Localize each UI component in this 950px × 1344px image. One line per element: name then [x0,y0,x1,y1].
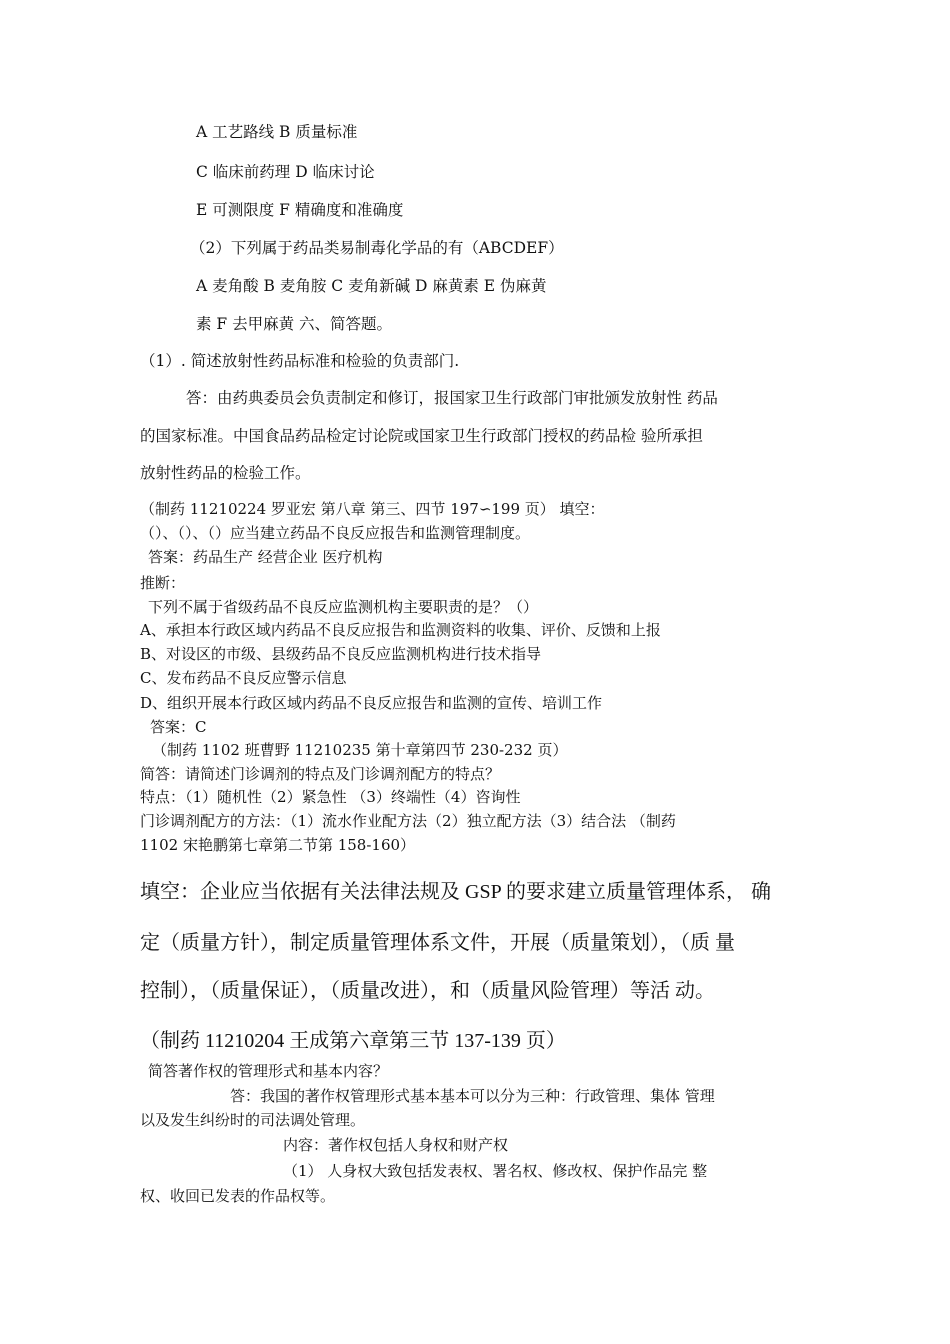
fill-blank-line: 控制），（质量保证），（质量改进），和（质量风险管理）等活 动。 [140,980,715,1002]
question-line: 简答著作权的管理形式和基本内容？ [148,1062,389,1080]
citation-line: （制药 11210224 罗亚宏 第八章 第三、四节 197∽199 页） 填空： [140,500,605,518]
content-line: （1） 人身权大致包括发表权、署名权、修改权、保护作品完 整 [283,1162,708,1180]
fill-blank-line: 定（质量方针），制定质量管理体系文件，开展（质量策划），（质 量 [140,932,735,954]
citation-line: （制药 11210204 王成第六章第三节 137-139 页） [140,1030,566,1052]
option-line-cd: C 临床前药理 D 临床讨论 [196,163,375,181]
question-line: 下列不属于省级药品不良反应监测机构主要职责的是？（） [148,598,539,616]
question-line: 简答：请简述门诊调剂的特点及门诊调剂配方的特点？ [140,765,501,783]
answer-line: 答案：药品生产 经营企业 医疗机构 [148,548,383,566]
answer-line: 特点：（1）随机性（2）紧急性 （3）终端性（4）咨询性 [140,788,521,806]
answer-line: 答案：C [150,718,207,736]
question-line: （1）. 简述放射性药品标准和检验的负责部门. [140,352,460,370]
option-line-ab: A 工艺路线 B 质量标准 [196,123,358,141]
option-line: C、发布药品不良反应警示信息 [140,669,347,687]
heading-line: 推断： [140,574,186,592]
content-line: 内容：著作权包括人身权和财产权 [283,1136,509,1154]
option-line: D、组织开展本行政区域内药品不良反应报告和监测的宣传、培训工作 [140,694,603,712]
answer-line: 放射性药品的检验工作。 [140,464,311,482]
fill-blank-line: 填空：企业应当依据有关法律法规及 GSP 的要求建立质量管理体系， 确 [140,881,771,903]
answer-line: 门诊调剂配方的方法：（1）流水作业配方法（2）独立配方法（3）结合法 （制药 [140,812,676,830]
option-line: 素 F 去甲麻黄 六、简答题。 [196,315,393,333]
content-line: 权、收回已发表的作品权等。 [140,1187,336,1205]
citation-line: 1102 宋艳鹏第七章第二节第 158-160） [140,836,416,854]
option-line: A 麦角酸 B 麦角胺 C 麦角新碱 D 麻黄素 E 伪麻黄 [196,277,547,295]
question-line: （2）下列属于药品类易制毒化学品的有（ABCDEF） [190,239,564,257]
answer-line: 的国家标准。中国食品药品检定讨论院或国家卫生行政部门授权的药品检 验所承担 [140,427,703,445]
option-line: B、对设区的市级、县级药品不良反应监测机构进行技术指导 [140,645,542,663]
option-line: A、承担本行政区域内药品不良反应报告和监测资料的收集、评价、反馈和上报 [140,621,661,639]
answer-line: 以及发生纠纷时的司法调处管理。 [140,1111,366,1129]
citation-line: （制药 1102 班曹野 11210235 第十章第四节 230-232 页） [152,741,568,759]
answer-line: 答：我国的著作权管理形式基本基本可以分为三种：行政管理、集体 管理 [230,1087,715,1105]
answer-line: 答：由药典委员会负责制定和修订，报国家卫生行政部门审批颁发放射性 药品 [186,389,718,407]
fill-blank-line: （）、（）、（）应当建立药品不良反应报告和监测管理制度。 [140,524,531,542]
option-line-ef: E 可测限度 F 精确度和准确度 [196,201,404,219]
